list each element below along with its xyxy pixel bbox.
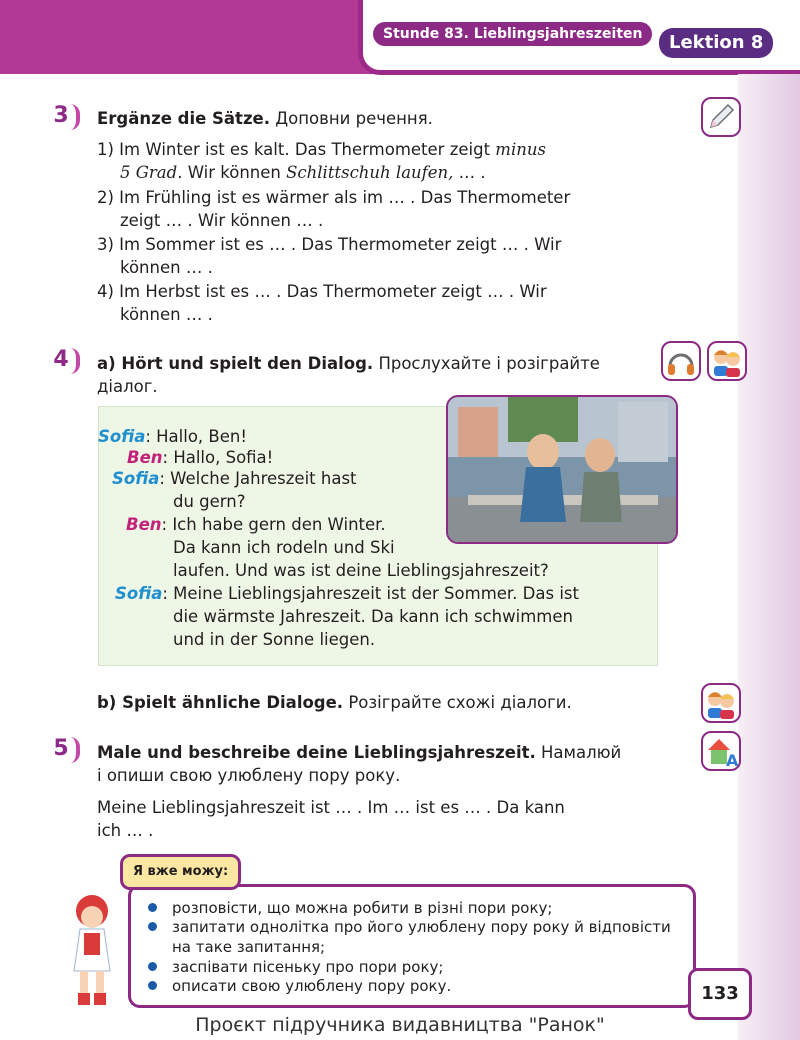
bullet-dot [148,981,157,990]
sentence-3-line-2: können … . [120,258,213,277]
footer-text: Проєкт підручника видавництва "Ранок" [195,1014,605,1036]
exercise-5-title-uk-2: і опиши свою улюблену пору року. [97,766,401,785]
side-margin [738,74,800,1040]
sentence-4-line-2: können … . [120,305,213,324]
exercise-5-line-1: Meine Lieblingsjahreszeit ist … . Im … ist es … . Da kann [97,798,565,817]
sentence-4-line-1: 4) Im Herbst ist es … . Das Thermometer zeigt … . Wir [97,282,547,301]
bullet-dot [148,903,157,912]
speaker-ben: Ben [126,515,162,534]
exercise-3-title-uk: Доповни речення. [275,109,433,128]
dialog-line-2 [127,446,273,469]
speaker-sofia: Sofia [115,584,163,603]
exercise-5-number: 5 [46,735,76,763]
exercise-5-title-de: Male und beschreibe deine Lieblingsjahreszeit. [97,743,536,762]
exercise-3-title-de: Ergänze die Sätze. [97,109,271,128]
children-photo [446,395,678,544]
sentence-1-line-1 [97,138,546,161]
page-number: 133 [688,968,752,1020]
dialog-line-1 [98,425,247,448]
can-do-item-3: заспівати пісеньку про пори року; [172,958,444,976]
can-do-label: Я вже можу: [120,854,241,890]
exercise-5-title [97,741,621,764]
sentence-1-line-2 [120,161,486,184]
exercise-3-number: 3 [46,102,76,130]
dialog-text-4c: laufen. Und was ist deine Lieblingsjahreszeit? [173,561,549,580]
speaker-sofia: Sofia [112,469,160,488]
sentence-3-line-1: 3) Im Sommer ist es … . Das Thermometer zeigt … . Wir [97,235,562,254]
dialog-text-2: : Hallo, Sofia! [162,448,274,467]
dialog-line-5 [115,582,579,605]
dialog-text-5a: : Meine Lieblingsjahreszeit ist der Sommer. Das ist [162,584,579,603]
sentence-1-text-b: . Wir können [177,163,281,182]
exercise-4-number: 4 [46,346,76,374]
pair-work-icon [706,340,748,382]
can-do-item-4: описати свою улюблену пору року. [172,977,452,995]
sentence-1-handwritten-a: minus [495,140,546,159]
girl-in-costume-illustration [62,893,122,1009]
sentence-1-text-c: … . [458,163,486,182]
svg-text:A: A [726,751,739,770]
bullet-dot [148,962,157,971]
exercise-5-line-2: ich … . [97,821,154,840]
exercise-4a-title-uk-1: Прослухайте і розіграйте [378,354,600,373]
bullet-dot [148,922,157,931]
sentence-2-line-2: zeigt … . Wir können … . [120,211,324,230]
exercise-4b-title-uk: Розіграйте схожі діалоги. [348,693,572,712]
exercise-3-title [97,107,433,130]
sentence-2-line-1: 2) Im Frühling ist es wärmer als im … . Das Thermometer [97,188,571,207]
dialog-line-3 [112,467,357,490]
exercise-4a-title [97,352,600,375]
headphones-icon [660,340,702,382]
dialog-text-5c: und in der Sonne liegen. [173,630,376,649]
dialog-text-3b: du gern? [173,492,246,511]
can-do-item-1: розповісти, що можна робити в різні пори року; [172,899,553,917]
exercise-4b-title [97,691,572,714]
pair-work-icon-2 [700,682,742,724]
speaker-ben: Ben [127,448,163,467]
sentence-1-text-a: 1) Im Winter ist es kalt. Das Thermometer zeigt [97,140,491,159]
dialog-text-5b: die wärmste Jahreszeit. Da kann ich schwimmen [173,607,573,626]
dialog-text-1: : Hallo, Ben! [145,427,247,446]
can-do-item-2: запитати однолітка про його улюблену пору року й відповісти [172,918,671,936]
can-do-item-2-cont: на таке запитання; [172,938,326,956]
exercise-4a-title-uk-2: діалог. [97,377,158,396]
dialog-text-4a: : Ich habe gern den Winter. [161,515,386,534]
exercise-4a-title-de: a) Hört und spielt den Dialog. [97,354,374,373]
lesson-title-badge: Stunde 83. Lieblingsjahreszeiten [373,22,652,46]
drawing-house-icon [700,730,742,772]
speaker-sofia: Sofia [98,427,146,446]
sentence-1-handwritten-c: Schlittschuh laufen, [286,163,454,182]
pencil-icon [700,96,742,138]
exercise-4b-title-de: b) Spielt ähnliche Dialoge. [97,693,344,712]
dialog-text-3a: : Welche Jahreszeit hast [159,469,357,488]
sentence-1-handwritten-b: 5 Grad [120,163,178,182]
exercise-5-title-uk-1: Намалюй [541,743,622,762]
lektion-badge: Lektion 8 [659,28,773,58]
dialog-line-4 [126,513,386,536]
dialog-text-4b: Da kann ich rodeln und Ski [173,538,395,557]
